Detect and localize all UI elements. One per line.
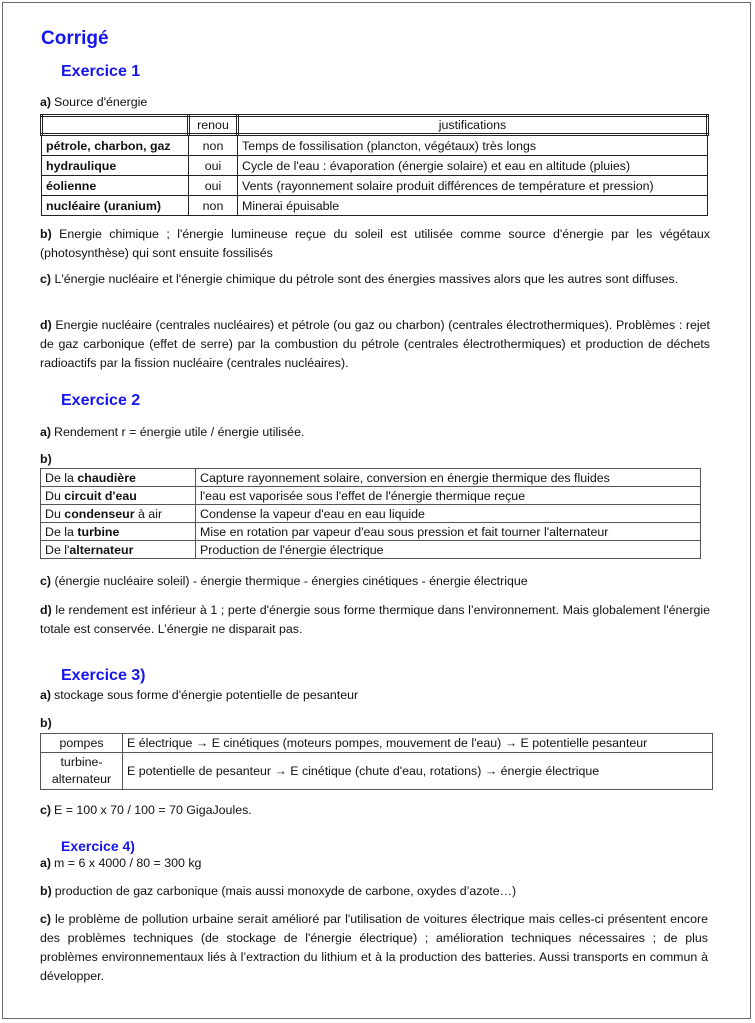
table-row bbox=[41, 469, 701, 487]
ex4-b-text: production de gaz carbonique (mais aussi monoxyde de carbone, oxydes d’azote…) bbox=[54, 884, 517, 898]
ex4-a-line bbox=[40, 856, 201, 870]
ex4-a-text: m = 6 x 4000 / 80 = 300 kg bbox=[54, 856, 202, 870]
ex1-a-label: a) bbox=[40, 95, 52, 109]
page-title: Corrigé bbox=[41, 28, 109, 49]
ex1-b-text: Energie chimique ; l'énergie lumineuse reçue du soleil est utilisée comme source d'énergie par les végétaux (photosynthèse) qui sont ensuite fossilisés bbox=[40, 227, 710, 260]
ex3-c-text: E = 100 x 70 / 100 = 70 GigaJoules. bbox=[54, 803, 252, 817]
component-cell: Du condenseur à air bbox=[41, 505, 196, 523]
renewable-cell: oui bbox=[189, 176, 238, 196]
ex2-d-paragraph bbox=[40, 601, 710, 639]
justification-cell: Minerai épuisable bbox=[238, 196, 708, 216]
ex4-c-paragraph bbox=[40, 910, 708, 986]
table-row bbox=[42, 196, 708, 216]
header-renou: renou bbox=[189, 116, 238, 135]
ex1-a-line bbox=[40, 95, 147, 109]
ex1-c-label: c) bbox=[40, 272, 52, 286]
table-row bbox=[41, 505, 701, 523]
ex4-b-line bbox=[40, 884, 516, 898]
ex4-c-text: le problème de pollution urbaine serait amélioré par l'utilisation de voitures électrique mais celles-ci présentent encore des problèmes techniques (de stockage de l'énergie électrique) ; amélioration techniques nécessaires ; de plus problèmes environnementaux liés à l’extraction du lithium et à la production des batteries. Aussi transports en commun à développer. bbox=[40, 912, 708, 983]
table-row bbox=[41, 753, 713, 790]
table-row bbox=[42, 176, 708, 196]
ex2-c-paragraph bbox=[40, 572, 710, 591]
device-cell: pompes bbox=[41, 734, 123, 753]
source-cell: nucléaire (uranium) bbox=[42, 196, 189, 216]
ex2-a-label: a) bbox=[40, 425, 52, 439]
component-cell: De la chaudière bbox=[41, 469, 196, 487]
ex4-b-label: b) bbox=[40, 884, 52, 898]
header-justifications: justifications bbox=[238, 116, 708, 135]
ex3-b-label: b) bbox=[40, 716, 52, 730]
role-cell: Mise en rotation par vapeur d'eau sous pression et fait tourner l'alternateur bbox=[196, 523, 701, 541]
solar-plant-components-table bbox=[40, 468, 701, 559]
justification-cell: Temps de fossilisation (plancton, végétaux) très longs bbox=[238, 135, 708, 156]
role-cell: Production de l'énergie électrique bbox=[196, 541, 701, 559]
exercise-3-heading: Exercice 3) bbox=[61, 667, 146, 684]
renewable-cell: non bbox=[189, 135, 238, 156]
justification-cell: Vents (rayonnement solaire produit différences de température et pression) bbox=[238, 176, 708, 196]
ex1-d-paragraph bbox=[40, 316, 710, 373]
energy-conversion-table bbox=[40, 733, 713, 790]
ex4-a-label: a) bbox=[40, 856, 52, 870]
renewable-cell: oui bbox=[189, 156, 238, 176]
ex2-b-label: b) bbox=[40, 452, 52, 466]
table-row bbox=[42, 135, 708, 156]
header-source bbox=[42, 116, 189, 135]
ex1-b-label: b) bbox=[40, 227, 52, 241]
ex3-a-label: a) bbox=[40, 688, 52, 702]
source-cell: éolienne bbox=[42, 176, 189, 196]
table-row bbox=[41, 541, 701, 559]
ex1-a-text: Source d'énergie bbox=[54, 95, 148, 109]
conversion-cell: E potentielle de pesanteur → E cinétique (chute d'eau, rotations) → énergie électrique bbox=[123, 753, 713, 790]
ex2-b-line bbox=[40, 452, 55, 466]
role-cell: Capture rayonnement solaire, conversion en énergie thermique des fluides bbox=[196, 469, 701, 487]
ex2-c-label: c) bbox=[40, 574, 52, 588]
conversion-cell: E électrique → E cinétiques (moteurs pompes, mouvement de l'eau) → E potentielle pesanteur bbox=[123, 734, 713, 753]
ex3-c-line bbox=[40, 803, 252, 817]
ex1-c-text: L'énergie nucléaire et l'énergie chimique du pétrole sont des énergies massives alors que les autres sont diffuses. bbox=[54, 272, 679, 286]
ex1-d-text: Energie nucléaire (centrales nucléaires) et pétrole (ou gaz ou charbon) (centrales électrothermiques). Problèmes : rejet de gaz carbonique (effet de serre) par la combustion du pétrole (centrales électrothermiques) et production de déchets radioactifs par la fission nucléaire (centrales nucléaires). bbox=[40, 318, 710, 370]
ex3-b-line bbox=[40, 716, 55, 730]
table-row bbox=[42, 156, 708, 176]
exercise-2-heading: Exercice 2 bbox=[61, 392, 141, 409]
exercise-4-heading: Exercice 4) bbox=[61, 838, 135, 854]
component-cell: Du circuit d'eau bbox=[41, 487, 196, 505]
ex2-a-text: Rendement r = énergie utile / énergie utilisée. bbox=[54, 425, 305, 439]
component-cell: De la turbine bbox=[41, 523, 196, 541]
source-cell: pétrole, charbon, gaz bbox=[42, 135, 189, 156]
ex3-a-text: stockage sous forme d'énergie potentielle de pesanteur bbox=[54, 688, 359, 702]
role-cell: Condense la vapeur d'eau en eau liquide bbox=[196, 505, 701, 523]
device-cell: turbine- alternateur bbox=[41, 753, 123, 790]
role-cell: l'eau est vaporisée sous l'effet de l'énergie thermique reçue bbox=[196, 487, 701, 505]
table-row bbox=[41, 734, 713, 753]
ex1-c-paragraph bbox=[40, 270, 710, 289]
energy-sources-table bbox=[40, 114, 709, 216]
ex1-d-label: d) bbox=[40, 318, 52, 332]
ex4-c-label: c) bbox=[40, 912, 52, 926]
table-row bbox=[41, 487, 701, 505]
ex3-a-line bbox=[40, 688, 358, 702]
ex3-c-label: c) bbox=[40, 803, 52, 817]
source-cell: hydraulique bbox=[42, 156, 189, 176]
ex2-a-line bbox=[40, 425, 304, 439]
ex2-d-label: d) bbox=[40, 603, 52, 617]
ex1-b-paragraph bbox=[40, 225, 710, 263]
renewable-cell: non bbox=[189, 196, 238, 216]
table-row bbox=[41, 523, 701, 541]
ex2-d-text: le rendement est inférieur à 1 ; perte d'énergie sous forme thermique dans l’environnement. Mais globalement l'énergie totale est conservée. L’énergie ne disparait pas. bbox=[40, 603, 710, 636]
table-header-row bbox=[42, 116, 708, 135]
component-cell: De l'alternateur bbox=[41, 541, 196, 559]
exercise-1-heading: Exercice 1 bbox=[61, 63, 141, 80]
justification-cell: Cycle de l'eau : évaporation (énergie solaire) et eau en altitude (pluies) bbox=[238, 156, 708, 176]
ex2-c-text: (énergie nucléaire soleil) - énergie thermique - énergies cinétiques - énergie électrique bbox=[54, 574, 528, 588]
